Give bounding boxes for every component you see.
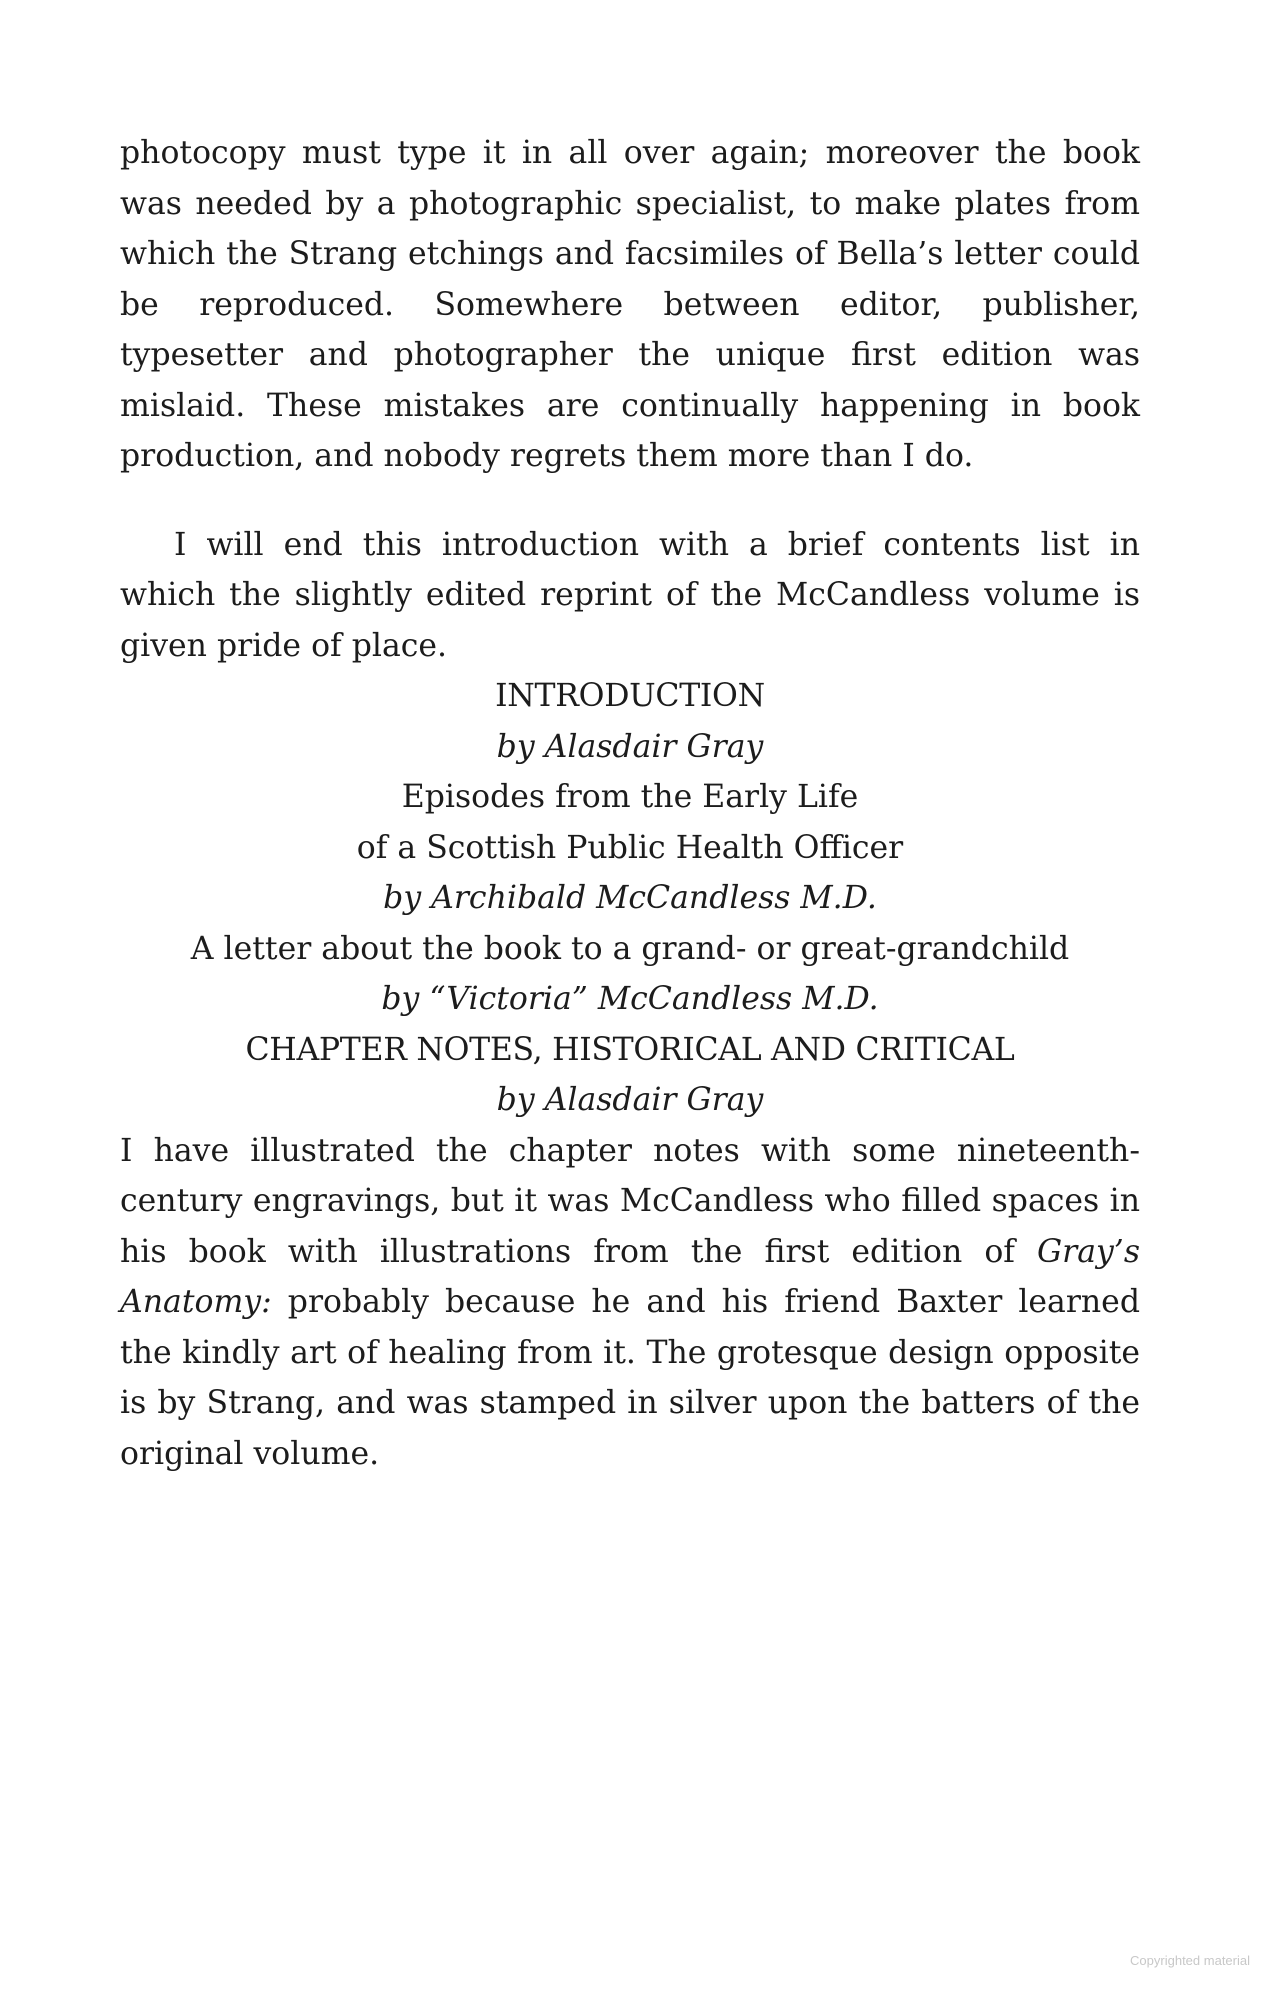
contents-episodes-author: by Archibald McCandless M.D. [383, 880, 877, 916]
contents-episodes-title-line-1: Episodes from the Early Life [401, 779, 859, 815]
grays-anatomy-title: Gray’s Anatomy: [120, 1233, 1140, 1320]
contents-letter-title: A letter about the book to a grand- or great-grandchild [190, 930, 1070, 967]
contents-list [120, 671, 1140, 1126]
contents-letter-author: by “Victoria” McCandless M.D. [381, 981, 879, 1017]
paragraph-contents-intro: I will end this introduction with a brief contents list in which the slightly edited reprint of the McCandless volume is given pride of place. [120, 526, 1140, 664]
illustrations-text-after-title: probably because he and his friend Baxter learned the kindly art of healing from it. The grotesque design opposite is by Strang, and was stamped in silver upon the batters of the original volume. [120, 1284, 1140, 1472]
contents-episodes-title-line-2: of a Scottish Public Health Officer [356, 829, 904, 866]
paragraph-gap [120, 482, 1140, 520]
illustrations-text-before-title: I have illustrated the chapter notes with some nineteenth-century engravings, but it was McCandless who filled spaces in his book with illustrations from the first edition of [120, 1132, 1140, 1270]
contents-chapter-notes-title: CHAPTER NOTES, HISTORICAL AND CRITICAL [245, 1031, 1015, 1068]
paragraph-illustrations [120, 1126, 1140, 1480]
page-text [120, 128, 1140, 1479]
contents-introduction-author: by Alasdair Gray [496, 728, 764, 765]
copyright-watermark: Copyrighted material [1130, 1953, 1250, 1968]
contents-chapter-notes-author: by Alasdair Gray [496, 1082, 764, 1118]
paragraph-continued: photocopy must type it in all over again; moreover the book was needed by a photographic specialist, to make plates from which the Strang etchings and facsimiles of Bella’s letter could be reproduced. Somewhere between editor, publisher, typesetter and photographer the unique first edition was mislaid. These mistakes are continually happening in book production, and nobody regrets them more than I do. [120, 135, 1140, 474]
contents-introduction-title: INTRODUCTION [495, 678, 765, 714]
